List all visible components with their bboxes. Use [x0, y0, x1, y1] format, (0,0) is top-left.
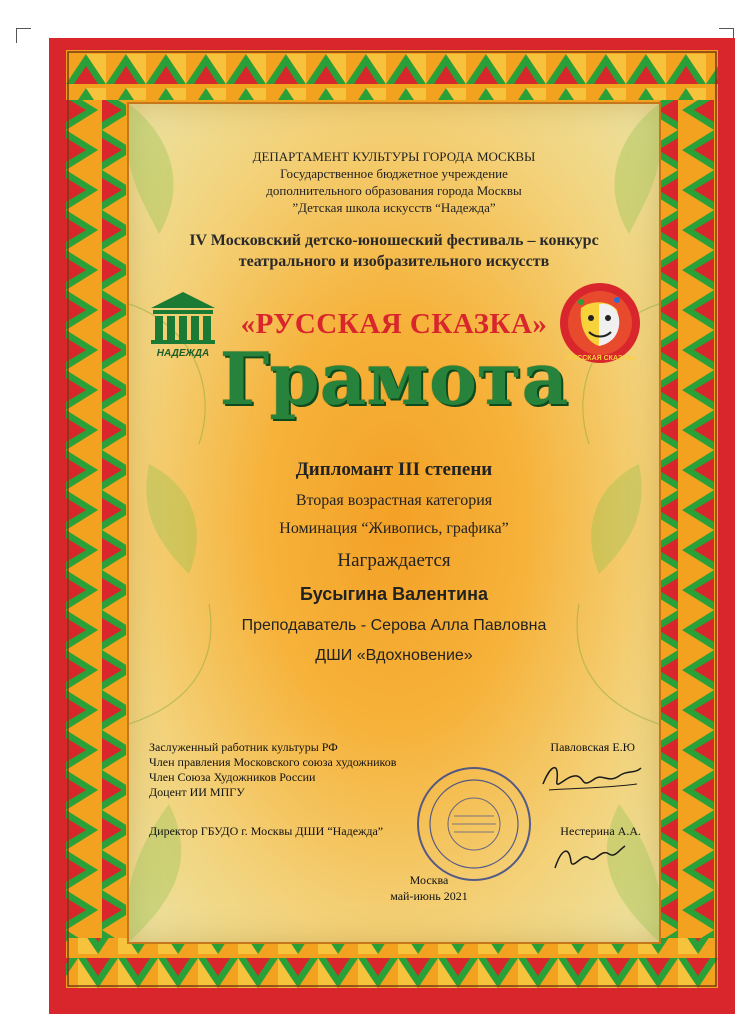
place-and-date — [129, 872, 659, 904]
city: Москва — [409, 873, 449, 887]
school-name: ДШИ «Вдохновение» — [315, 647, 473, 664]
festival-name: «РУССКАЯ СКАЗКА» — [240, 308, 548, 340]
certificate-title: Грамота — [219, 336, 569, 421]
signatory-2-role: Директор ГБУДО г. Москвы ДШИ “Надежда” — [149, 824, 384, 838]
date: май-июнь 2021 — [390, 889, 468, 903]
dept-line-4: ”Детская школа искусств “Надежда” — [292, 200, 496, 215]
festival-line-2: театрального и изобразительного искусств — [238, 253, 550, 270]
award-degree: Дипломант III степени — [295, 459, 493, 480]
festival-title — [129, 230, 659, 272]
sig1-line-4: Доцент ИИ МПГУ — [149, 785, 245, 799]
nadezhda-logo-label: НАДЕЖДА — [156, 348, 210, 359]
dept-line-1: ДЕПАРТАМЕНТ КУЛЬТУРЫ ГОРОДА МОСКВЫ — [252, 149, 536, 164]
sig1-line-1: Заслуженный работник культуры РФ — [149, 740, 338, 754]
signatory-2-name: Нестерина А.А. — [560, 824, 641, 838]
signatory-1-titles — [149, 740, 396, 800]
handwritten-signature-1 — [537, 754, 647, 798]
teacher-name: Преподаватель - Серова Алла Павловна — [241, 617, 547, 634]
handwritten-signature-2 — [549, 834, 629, 876]
skazka-logo-label: «РУССКАЯ СКАЗКА» — [564, 355, 636, 362]
sig1-line-3: Член Союза Художников России — [149, 770, 316, 784]
sig1-line-2: Член правления Московского союза художников — [149, 755, 397, 769]
crop-mark-top-left — [16, 28, 31, 43]
certificate-sheet — [12, 0, 738, 1016]
award-details — [129, 459, 659, 665]
nomination: Номинация “Живопись, графика” — [279, 520, 509, 537]
festival-line-1: IV Московский детско-юношеский фестиваль – конкурс — [189, 232, 599, 249]
official-stamp — [414, 764, 534, 884]
recipient-name: Бусыгина Валентина — [300, 584, 488, 604]
age-category: Вторая возрастная категория — [295, 492, 493, 509]
dept-line-2: Государственное бюджетное учреждение — [280, 166, 508, 181]
parchment-panel — [127, 102, 661, 944]
awarded-label: Награждается — [337, 550, 451, 571]
dept-line-3: дополнительного образования города Москвы — [266, 183, 522, 198]
department-header — [129, 148, 659, 216]
signatory-1-name: Павловская Е.Ю — [550, 740, 635, 754]
